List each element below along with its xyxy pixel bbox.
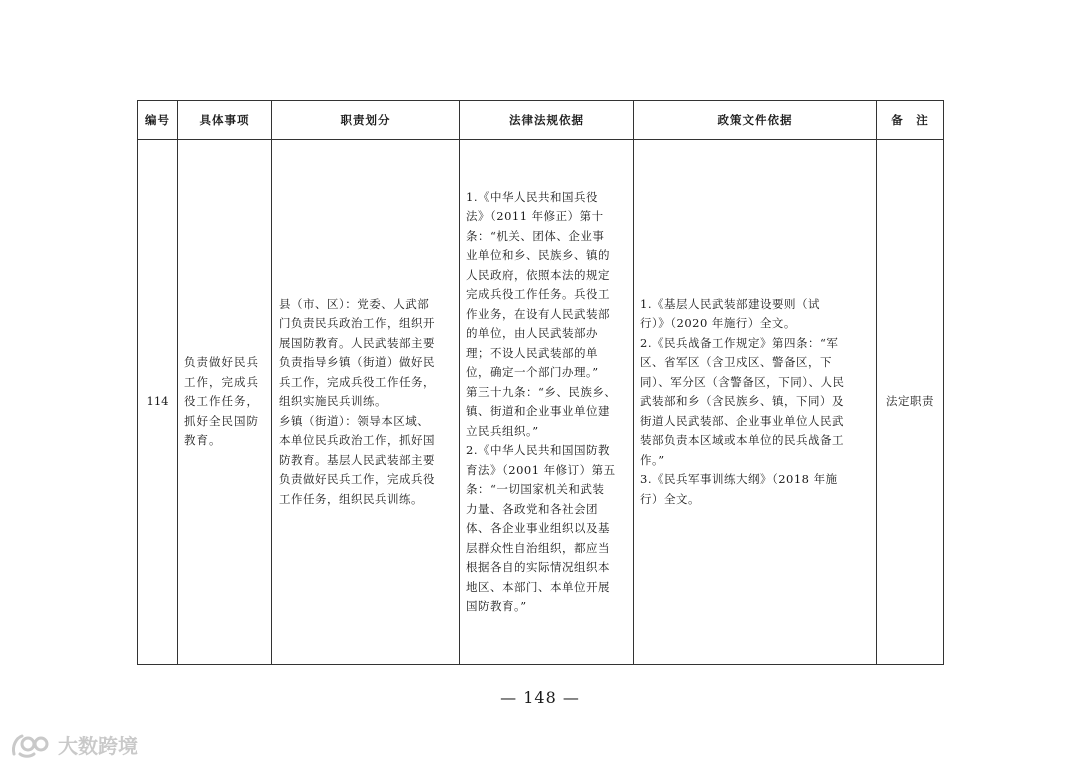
policy-line: 街道人民武装部、企业事业单位人民武 bbox=[640, 413, 844, 428]
policy-line: 1.《基层人民武装部建设要则（试 bbox=[640, 296, 820, 311]
header-item: 具体事项 bbox=[178, 101, 272, 140]
law-line: 理；不设人民武装部的单 bbox=[466, 345, 598, 360]
law-line: 层群众性自治组织，都应当 bbox=[466, 540, 610, 555]
policy-line: 武装部和乡（含民族乡、镇，下同）及 bbox=[640, 394, 844, 409]
policy-line: 3.《民兵军事训练大纲》（2018 年施 bbox=[640, 472, 838, 487]
table-row bbox=[138, 140, 944, 665]
duty-line: 乡镇（街道）：领导本区域、 bbox=[279, 413, 430, 428]
law-line: 力量、各政党和各社会团 bbox=[466, 501, 598, 516]
duty-line: 展国防教育。人民武装部主要 bbox=[279, 335, 435, 350]
duty-line: 组织实施民兵训练。 bbox=[279, 394, 387, 409]
cell-number: 114 bbox=[138, 140, 178, 665]
policy-line: 行）全文。 bbox=[640, 491, 700, 506]
law-line: 业单位和乡、民族乡、镇的 bbox=[466, 248, 610, 262]
item-line: 役工作任务， bbox=[184, 394, 259, 409]
policy-line: 2.《民兵战备工作规定》第四条：“军 bbox=[640, 335, 839, 350]
cell-duty bbox=[272, 140, 460, 665]
duty-line: 本单位民兵政治工作，抓好国 bbox=[279, 433, 435, 448]
header-note: 备 注 bbox=[877, 101, 944, 140]
item-line: 抓好全民国防 bbox=[184, 413, 259, 428]
law-line: 的单位，由人民武装部办 bbox=[466, 326, 598, 340]
page-number: — 148 — bbox=[500, 688, 580, 707]
header-law: 法律法规依据 bbox=[460, 101, 634, 140]
law-line: 地区、本部门、本单位开展 bbox=[466, 579, 610, 594]
policy-line: 装部负责本区域或本单位的民兵战备工 bbox=[640, 433, 844, 448]
law-line: 条：“一切国家机关和武装 bbox=[466, 482, 605, 496]
duty-line: 防教育。基层人民武装部主要 bbox=[279, 452, 435, 467]
law-line: 育法》（2001 年修订）第五 bbox=[466, 462, 616, 477]
item-line: 工作，完成兵 bbox=[184, 374, 259, 389]
law-line: 法》（2011 年修正）第十 bbox=[466, 209, 604, 223]
duty-line: 负责指导乡镇（街道）做好民 bbox=[279, 355, 435, 370]
item-line: 教育。 bbox=[184, 433, 222, 448]
policy-line: 同）、军分区（含警备区，下同）、人民 bbox=[640, 374, 845, 389]
law-line: 根据各自的实际情况组织本 bbox=[466, 560, 610, 574]
law-line: 立民兵组织。” bbox=[466, 423, 539, 438]
law-line: 条：“机关、团体、企业事 bbox=[466, 228, 605, 243]
cell-note: 法定职责 bbox=[877, 140, 944, 665]
item-line: 负责做好民兵 bbox=[184, 355, 259, 370]
policy-line: 作。” bbox=[640, 452, 665, 467]
cell-law bbox=[460, 140, 634, 665]
watermark bbox=[10, 730, 138, 759]
law-line: 国防教育。” bbox=[466, 599, 527, 613]
duty-line: 县（市、区）：党委、人武部 bbox=[279, 296, 430, 311]
duty-line: 负责做好民兵工作，完成兵役 bbox=[279, 472, 435, 487]
policy-line: 区、省军区（含卫戍区、警备区，下 bbox=[640, 355, 832, 370]
law-line: 体、各企业事业组织以及基 bbox=[466, 521, 610, 535]
law-line: 第三十九条：“乡、民族乡、 bbox=[466, 384, 617, 399]
duty-line: 门负责民兵政治工作，组织开 bbox=[279, 316, 435, 331]
law-line: 1.《中华人民共和国兵役 bbox=[466, 189, 598, 204]
policy-line: 行）》（2020 年施行）全文。 bbox=[640, 316, 796, 331]
law-line: 位，确定一个部门办理。” bbox=[466, 365, 599, 379]
law-line: 作业务，在设有人民武装部 bbox=[466, 306, 610, 321]
law-line: 人民政府，依照本法的规定 bbox=[466, 267, 610, 282]
duty-line: 工作任务，组织民兵训练。 bbox=[279, 491, 423, 506]
header-duty: 职责划分 bbox=[272, 101, 460, 140]
header-row bbox=[138, 101, 944, 140]
header-number: 编号 bbox=[138, 101, 178, 140]
law-line: 2.《中华人民共和国国防教 bbox=[466, 443, 610, 457]
cell-item bbox=[178, 140, 272, 665]
law-line: 镇、街道和企业事业单位建 bbox=[466, 404, 610, 418]
header-policy: 政策文件依据 bbox=[634, 101, 877, 140]
brand-logo-icon bbox=[10, 732, 54, 758]
responsibility-table bbox=[137, 100, 944, 665]
cell-policy bbox=[634, 140, 877, 665]
watermark-text: 大数跨境 bbox=[58, 734, 138, 758]
duty-line: 兵工作，完成兵役工作任务， bbox=[279, 374, 435, 389]
law-line: 完成兵役工作任务。兵役工 bbox=[466, 287, 610, 301]
